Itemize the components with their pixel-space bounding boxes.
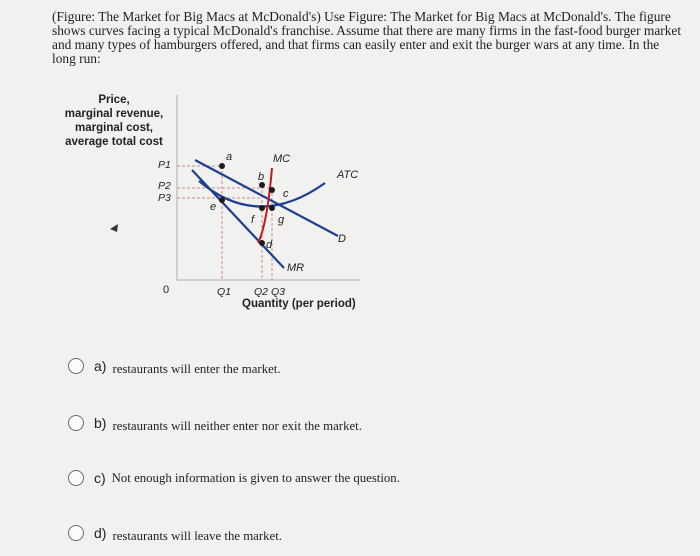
option-c-text: Not enough information is given to answer the question. [111,470,400,485]
point-label-e: e [210,201,217,213]
label-d: D [338,233,346,245]
tick-p3: P3 [158,192,171,204]
point-g [269,205,275,211]
option-c[interactable] [68,466,400,490]
label-atc: ATC [337,169,359,181]
label-mr: MR [287,262,305,274]
point-e [219,197,225,203]
y-axis-label-line4: average total cost [65,136,163,148]
origin-label: 0 [163,284,170,296]
option-a-radio[interactable] [68,358,84,374]
option-d-radio[interactable] [68,525,84,541]
point-a [219,163,225,169]
point-c [269,187,275,193]
option-a[interactable] [68,354,281,378]
point-d [259,240,265,246]
point-f [259,205,265,211]
point-label-g: g [278,214,285,226]
option-b-letter: b) [94,415,107,431]
tick-p1: P1 [158,159,171,171]
point-label-a: a [226,151,233,163]
option-b[interactable] [68,411,362,435]
point-label-f: f [251,214,255,226]
point-label-d: d [266,239,273,251]
option-c-radio[interactable] [68,470,84,486]
option-d-text: restaurants will leave the market. [112,528,282,543]
demand-curve [195,160,338,236]
tick-p2: P2 [158,180,171,192]
arrow-mark [110,224,118,232]
point-label-c: c [283,188,289,200]
label-mc: MC [273,153,291,165]
point-label-b: b [258,171,265,183]
x-axis-label: Quantity (per period) [242,298,356,310]
option-b-text: restaurants will neither enter nor exit the market. [112,418,362,433]
option-d[interactable] [68,521,282,545]
option-a-letter: a) [94,358,107,374]
option-d-letter: d) [94,525,107,541]
y-axis-label-line1: Price, [98,94,130,106]
option-b-radio[interactable] [68,415,84,431]
option-a-text: restaurants will enter the market. [112,361,281,376]
y-axis-label-line2: marginal revenue, [64,108,164,120]
y-axis-label-line3: marginal cost, [75,122,153,134]
tick-q2: Q2 [254,286,269,298]
tick-q3: Q3 [271,286,286,298]
question-text: (Figure: The Market for Big Macs at McDonald's) Use Figure: The Market for Big Macs at McDonald's. The figure shows curves facing a typical McDonald's franchise. Assume that there are many firms in the fast-food burger market and many types of hamburgers offered, and that firms can easily enter and exit the burger wars at any time. In the long run: [52,9,682,66]
option-c-letter: c) [94,470,106,486]
tick-q1: Q1 [217,286,232,298]
